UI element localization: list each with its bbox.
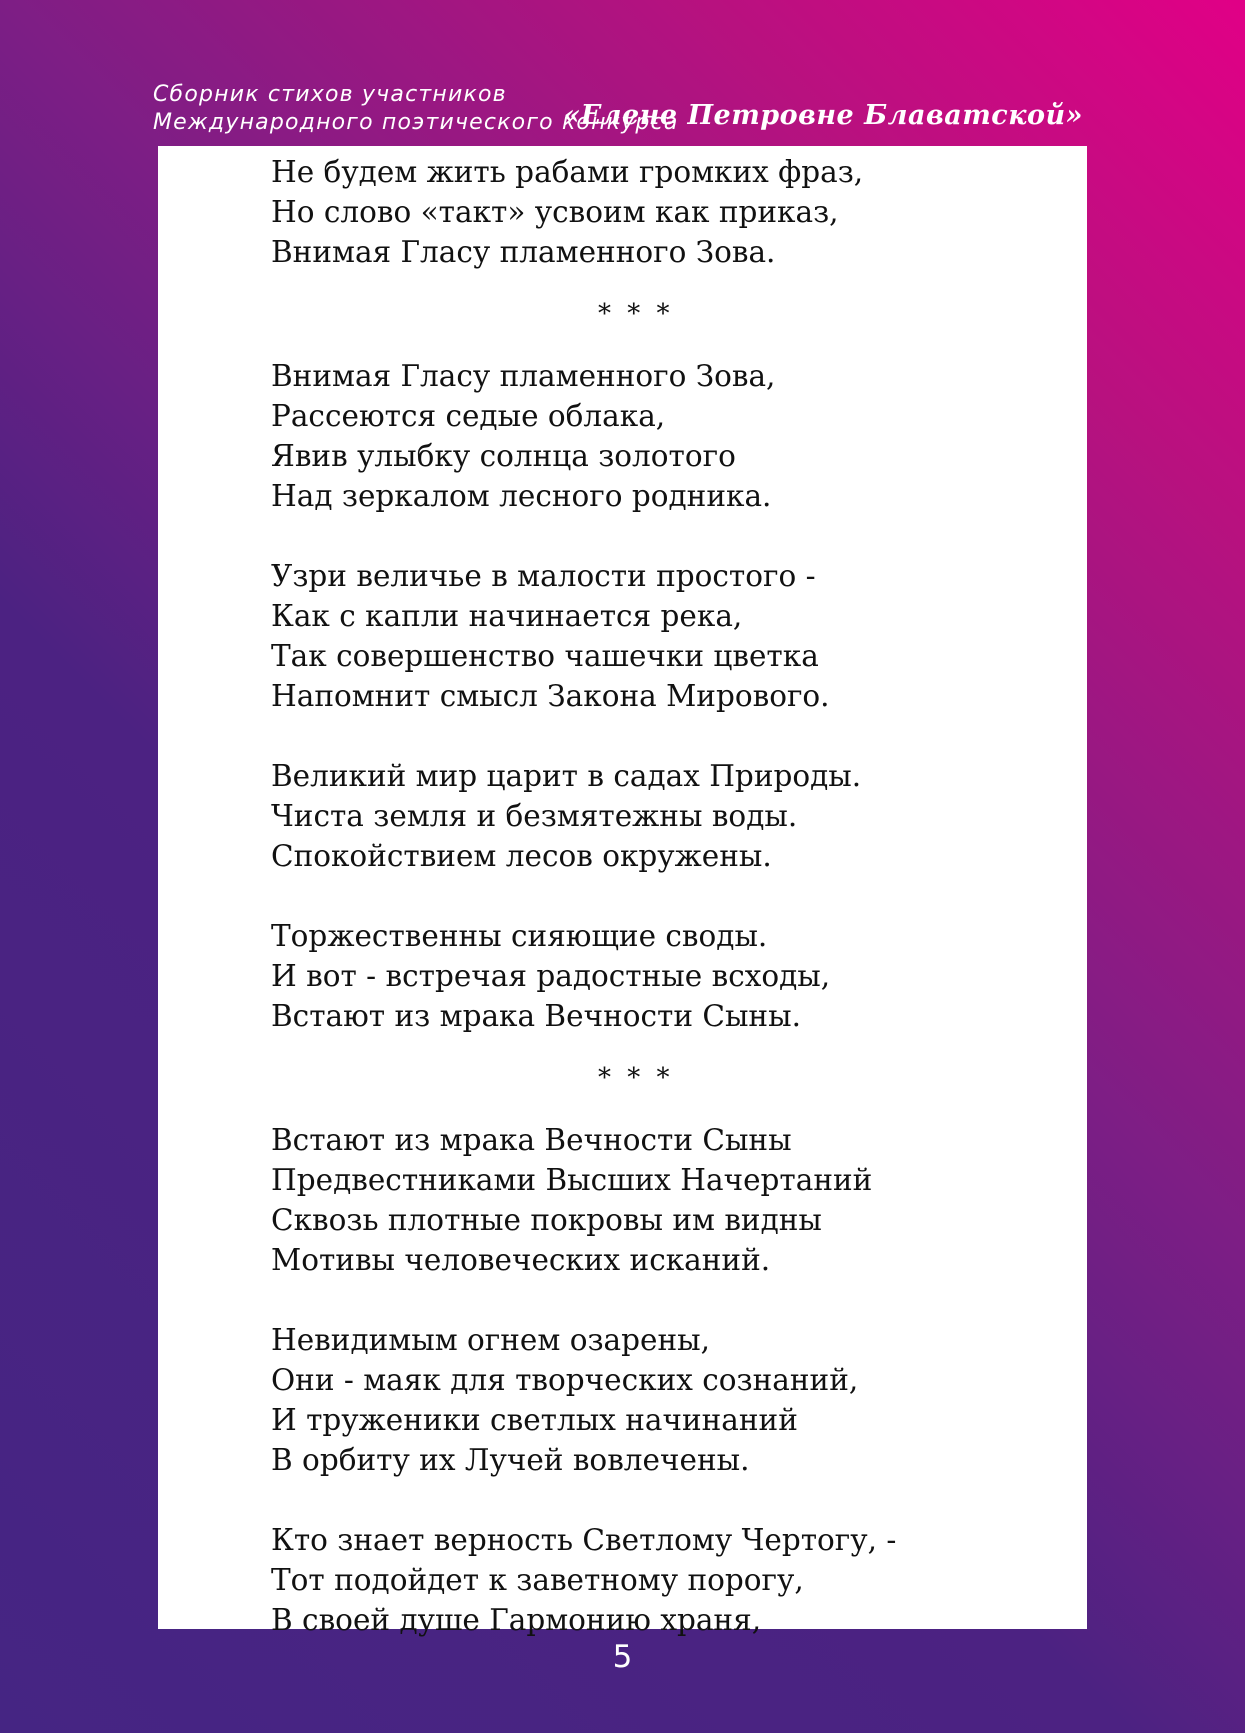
poem-line: Сквозь плотные покровы им видны	[271, 1203, 822, 1237]
poem-line: Невидимым огнем озарены,	[271, 1323, 710, 1357]
poem-line: Тот подойдет к заветному порогу,	[271, 1563, 804, 1597]
poem-line: Торжественны сияющие своды.	[271, 919, 768, 953]
poem-line: Кто знает верность Светлому Чертогу, -	[271, 1523, 897, 1557]
poem-line: Как с капли начинается река,	[271, 599, 743, 633]
stanza-separator: * * *	[598, 1063, 674, 1093]
poem-line: Встают из мрака Вечности Сыны	[271, 1123, 792, 1157]
stanza	[271, 356, 1071, 516]
poem-line: Предвестниками Высших Начертаний	[271, 1163, 873, 1197]
page-header	[153, 82, 1093, 142]
poem-line: Внимая Гласу пламенного Зова.	[271, 235, 776, 269]
collection-caption: Сборник стихов участников	[153, 82, 507, 107]
poem-line: Внимая Гласу пламенного Зова,	[271, 359, 776, 393]
content-sheet	[158, 146, 1087, 1637]
poem-line: И вот - встречая радостные всходы,	[271, 959, 831, 993]
poem-line: Встают из мрака Вечности Сыны.	[271, 999, 801, 1033]
poem-line: Узри величье в малости простого -	[271, 559, 816, 593]
poem-line: В орбиту их Лучей вовлечены.	[271, 1443, 750, 1477]
contest-title: «Елене Петровне Блаватской»	[563, 100, 1083, 131]
poem-line: Так совершенство чашечки цветка	[271, 639, 819, 673]
poem-line: Не будем жить рабами громких фраз,	[271, 155, 864, 189]
stanza	[271, 1320, 1071, 1480]
poem-line: Напомнит смысл Закона Мирового.	[271, 679, 830, 713]
poem-line: Но слово «такт» усвоим как приказ,	[271, 195, 839, 229]
stanza	[271, 152, 1071, 272]
page-number	[0, 1639, 1245, 1675]
poem-line: И труженики светлых начинаний	[271, 1403, 798, 1437]
contest-caption: Международного поэтического конкурса	[153, 110, 679, 135]
poem-line: Они - маяк для творческих сознаний,	[271, 1363, 859, 1397]
poem-line: Великий мир царит в садах Природы.	[271, 759, 862, 793]
stanza-separator: * * *	[598, 299, 674, 329]
stanza	[271, 1520, 1071, 1640]
page-number-label: 5	[612, 1639, 633, 1675]
stanza	[271, 556, 1071, 716]
poem-line: Рассеются седые облака,	[271, 399, 666, 433]
poem-line: Чиста земля и безмятежны воды.	[271, 799, 798, 833]
poem-text	[271, 152, 1071, 1640]
stanza	[271, 756, 1071, 876]
poem-line: Явив улыбку солнца золотого	[271, 439, 736, 473]
poem-line: Спокойствием лесов окружены.	[271, 839, 772, 873]
poem-line: Мотивы человеческих исканий.	[271, 1243, 771, 1277]
stanza	[271, 916, 1071, 1036]
poem-line: Над зеркалом лесного родника.	[271, 479, 772, 513]
stanza	[271, 1120, 1071, 1280]
poem-line: В своей душе Гармонию храня,	[271, 1603, 762, 1637]
